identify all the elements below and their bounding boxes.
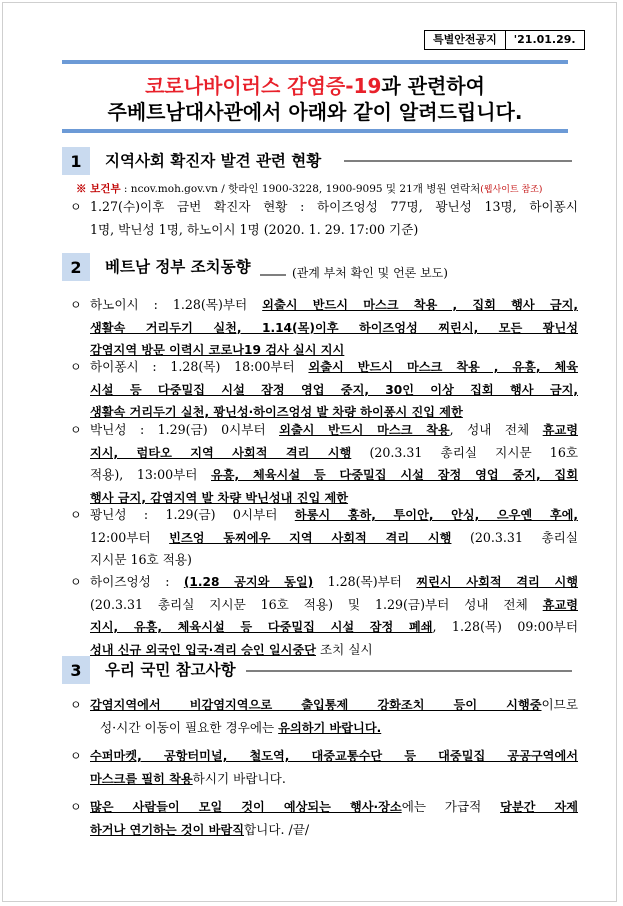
section-3-number: 3 <box>62 656 93 684</box>
section-1-header <box>62 147 321 175</box>
bacninh-time: 적용), 13:00부터 <box>90 467 212 482</box>
haiduong-isolation: 찌린시 사회적 격리 시행 <box>416 575 578 589</box>
s3c-refrain: 당분간 자제 <box>500 800 578 814</box>
s3a-line-2 <box>90 717 578 740</box>
bacninh-isolation: 지시, 럼타오 지역 사회적 격리 시행 <box>90 445 352 460</box>
haiduong-directive: (20.3.31 총리실 지시문 16호 적용) 및 1.29(금)부터 성내 전체 <box>90 596 543 612</box>
haiduong-action: 조치 실시 <box>316 641 373 657</box>
haiduong-line-1 <box>90 571 578 594</box>
title-rule-bottom <box>62 129 568 133</box>
bacninh-line-1 <box>90 419 578 442</box>
s3c-line-2 <box>90 819 578 842</box>
title-line-1-rest: 과 관련하여 <box>381 74 485 98</box>
s2-item-bacninh <box>70 419 578 509</box>
haiphong-line-2: 시설 등 다중밀집 시설 잠정 영업 중지, 30인 이상 집회 행사 금지, <box>90 382 578 397</box>
s3b-line-2 <box>90 768 578 791</box>
bullet-marker: ㅇ <box>70 200 82 214</box>
s3b-line-1: 수퍼마켓, 공항터미널, 철도역, 대중교통수단 등 대중밀집 공공구역에서 <box>90 749 578 763</box>
s2-item-haiphong <box>70 356 578 424</box>
quangninh-line-3: 지시문 16호 적용) <box>90 552 192 567</box>
haiduong-line-3 <box>90 616 578 639</box>
bullet-marker: ㅇ <box>70 800 82 814</box>
bacninh-directive: (20.3.31 총리실 지시문 16호 <box>351 444 578 460</box>
section-3-title: 우리 국민 참고사항 <box>105 661 236 679</box>
bacninh-mask-rule: 외출시 반드시 마스크 착용 <box>279 423 450 437</box>
s1-line-1: 1.27(수)이후 금번 확진자 현황 : 하이즈엉성 77명, 꽝닌성 13명, 하이퐁시 <box>90 199 578 214</box>
s1-line-2: 1명, 박닌성 1명, 하노이시 1명 (2020. 1. 29. 17:00 기준) <box>90 221 419 237</box>
s3b-request: 하시기 바랍니다. <box>192 770 286 786</box>
quangninh-areas: 하롱시 홍하, 투이안, 안싱, 으우옌 후에, <box>294 508 578 522</box>
s2-item-hanoi <box>70 294 578 362</box>
bullet-marker: ㅇ <box>70 698 82 712</box>
s3c-end: 합니다. /끝/ <box>244 821 310 837</box>
quangninh-intro: 꽝닌성 : 1.29(금) 0시부터 <box>90 507 295 522</box>
source-web-note: (웹사이트 참조) <box>480 185 543 195</box>
haiduong-entry-suspension: 성내 신규 외국인 입국·격리 승인 일시중단 <box>90 642 316 657</box>
quangninh-time: 12:00부터 <box>90 529 170 545</box>
section-2-number: 2 <box>62 253 93 281</box>
source-note <box>76 181 542 196</box>
haiduong-time: 1.28(목)부터 <box>313 574 417 589</box>
bacninh-school-closure: 휴교령 <box>542 423 578 437</box>
title-line-2: 주베트남대사관에서 아래와 같이 알려드립니다. <box>107 100 523 124</box>
s3c-crowded-events: 많은 사람들이 모일 것이 예상되는 행사·장소 <box>90 800 402 814</box>
haiduong-venue-closure: 지시, 유흥, 체육시설 등 다중밀집 시설 잠정 폐쇄 <box>90 620 433 634</box>
section-2-note: (관계 부처 확인 및 언론 보도) <box>292 266 448 280</box>
s3c-line-1 <box>90 796 578 819</box>
bullet-marker: ㅇ <box>70 575 82 589</box>
s3b-mask-required: 마스크를 필히 착용 <box>90 771 193 786</box>
title-rule-top <box>62 60 568 64</box>
s3-item-events <box>70 796 578 841</box>
title-line-1 <box>62 72 568 100</box>
bacninh-province-wide: , 성내 전체 <box>449 422 543 437</box>
s3c-if-possible: 에는 가급적 <box>401 799 501 814</box>
bullet-marker: ㅇ <box>70 749 82 763</box>
s3a-therefore: 이므로 <box>541 697 578 712</box>
hanoi-mask-rule: 외출시 반드시 마스크 착용 , 집회 행사 금지, <box>262 298 578 312</box>
haiduong-same-notice: (1.28 공지와 동일) <box>183 575 314 589</box>
bullet-marker: ㅇ <box>70 360 82 374</box>
section-1-number: 1 <box>62 147 93 175</box>
bacninh-intro: 박닌성 : 1.29(금) 0시부터 <box>90 422 280 437</box>
section-2-line <box>260 274 286 276</box>
s2-item-haiduong <box>70 571 578 661</box>
section-1-title: 지역사회 확진자 발견 관련 현황 <box>105 152 322 170</box>
haiphong-line-3: 생활속 거리두기 실천, 꽝닌성·하이즈엉성 발 차량 하이퐁시 진입 제한 <box>90 405 463 419</box>
s3a-travel-needed: 성·시간 이동이 필요한 경우에는 <box>100 719 279 735</box>
bacninh-line-2 <box>90 442 578 465</box>
section-3-line <box>246 670 572 672</box>
notice-header-box <box>424 30 585 50</box>
s3a-line-1 <box>90 694 578 717</box>
source-text: : ncov.moh.gov.vn / 핫라인 1900-3228, 1900-9095 및 21개 병원 연락처 <box>120 183 481 195</box>
s3c-postpone: 하거나 연기하는 것이 바람직 <box>90 822 245 837</box>
haiduong-line-2 <box>90 594 578 617</box>
haiphong-mask-rule: 외출시 반드시 마스크 착용 , 유흥, 체육 <box>308 360 578 374</box>
quangninh-directive: (20.3.31 총리실 <box>451 529 578 545</box>
source-label: ※ 보건부 <box>76 183 121 195</box>
s3a-caution: 유의하기 바랍니다. <box>278 720 382 735</box>
section-2-title: 베트남 정부 조치동향 <box>105 258 251 276</box>
bacninh-line-4: 행사 금지, 감염지역 발 차량 박닌성내 진입 제한 <box>90 490 349 505</box>
hanoi-line-1 <box>90 294 578 317</box>
title-highlight: 코로나바이러스 감염증-19 <box>145 74 382 98</box>
haiphong-intro: 하이퐁시 : 1.28(목) 18:00부터 <box>90 359 309 374</box>
bullet-marker: ㅇ <box>70 298 82 312</box>
quangninh-isolation: 빈즈엉 동찌에우 지역 사회적 격리 시행 <box>169 530 452 545</box>
section-3-header <box>62 656 236 684</box>
bacninh-venue-closure: 유흥, 체육시설 등 다중밀집 시설 잠정 영업 중지, 집회 <box>211 468 578 482</box>
haiduong-school-closure: 휴교령 <box>542 597 578 612</box>
hanoi-intro: 하노이시 : 1.28(목)부터 <box>90 297 263 312</box>
bullet-marker: ㅇ <box>70 423 82 437</box>
bullet-marker: ㅇ <box>70 508 82 522</box>
quangninh-line-1 <box>90 504 578 527</box>
hanoi-line-2: 생활속 거리두기 실천, 1.14(목)이후 하이즈엉성 찌린시, 모든 꽝닌성 <box>90 320 578 335</box>
s3a-control-notice: 감염지역에서 비감염지역으로 출입통제 강화조치 등이 시행중 <box>90 698 542 712</box>
s3-item-mask <box>70 745 578 790</box>
notice-date: '21.01.29. <box>505 31 584 49</box>
hanoi-line-3: 감염지역 방문 이력시 코로나19 검사 실시 지시 <box>90 343 345 357</box>
quangninh-line-2 <box>90 527 578 550</box>
s1-status-item <box>70 196 578 241</box>
notice-label: 특별안전공지 <box>433 33 497 46</box>
s3-item-movement <box>70 694 578 739</box>
section-2-header <box>62 253 251 281</box>
section-1-line <box>344 160 572 162</box>
s2-item-quangninh <box>70 504 578 572</box>
haiduong-time-2: , 1.28(목) 09:00부터 <box>432 619 578 634</box>
bacninh-line-3 <box>90 464 578 487</box>
haiduong-intro: 하이즈엉성 : <box>90 574 184 589</box>
haiphong-line-1 <box>90 356 578 379</box>
